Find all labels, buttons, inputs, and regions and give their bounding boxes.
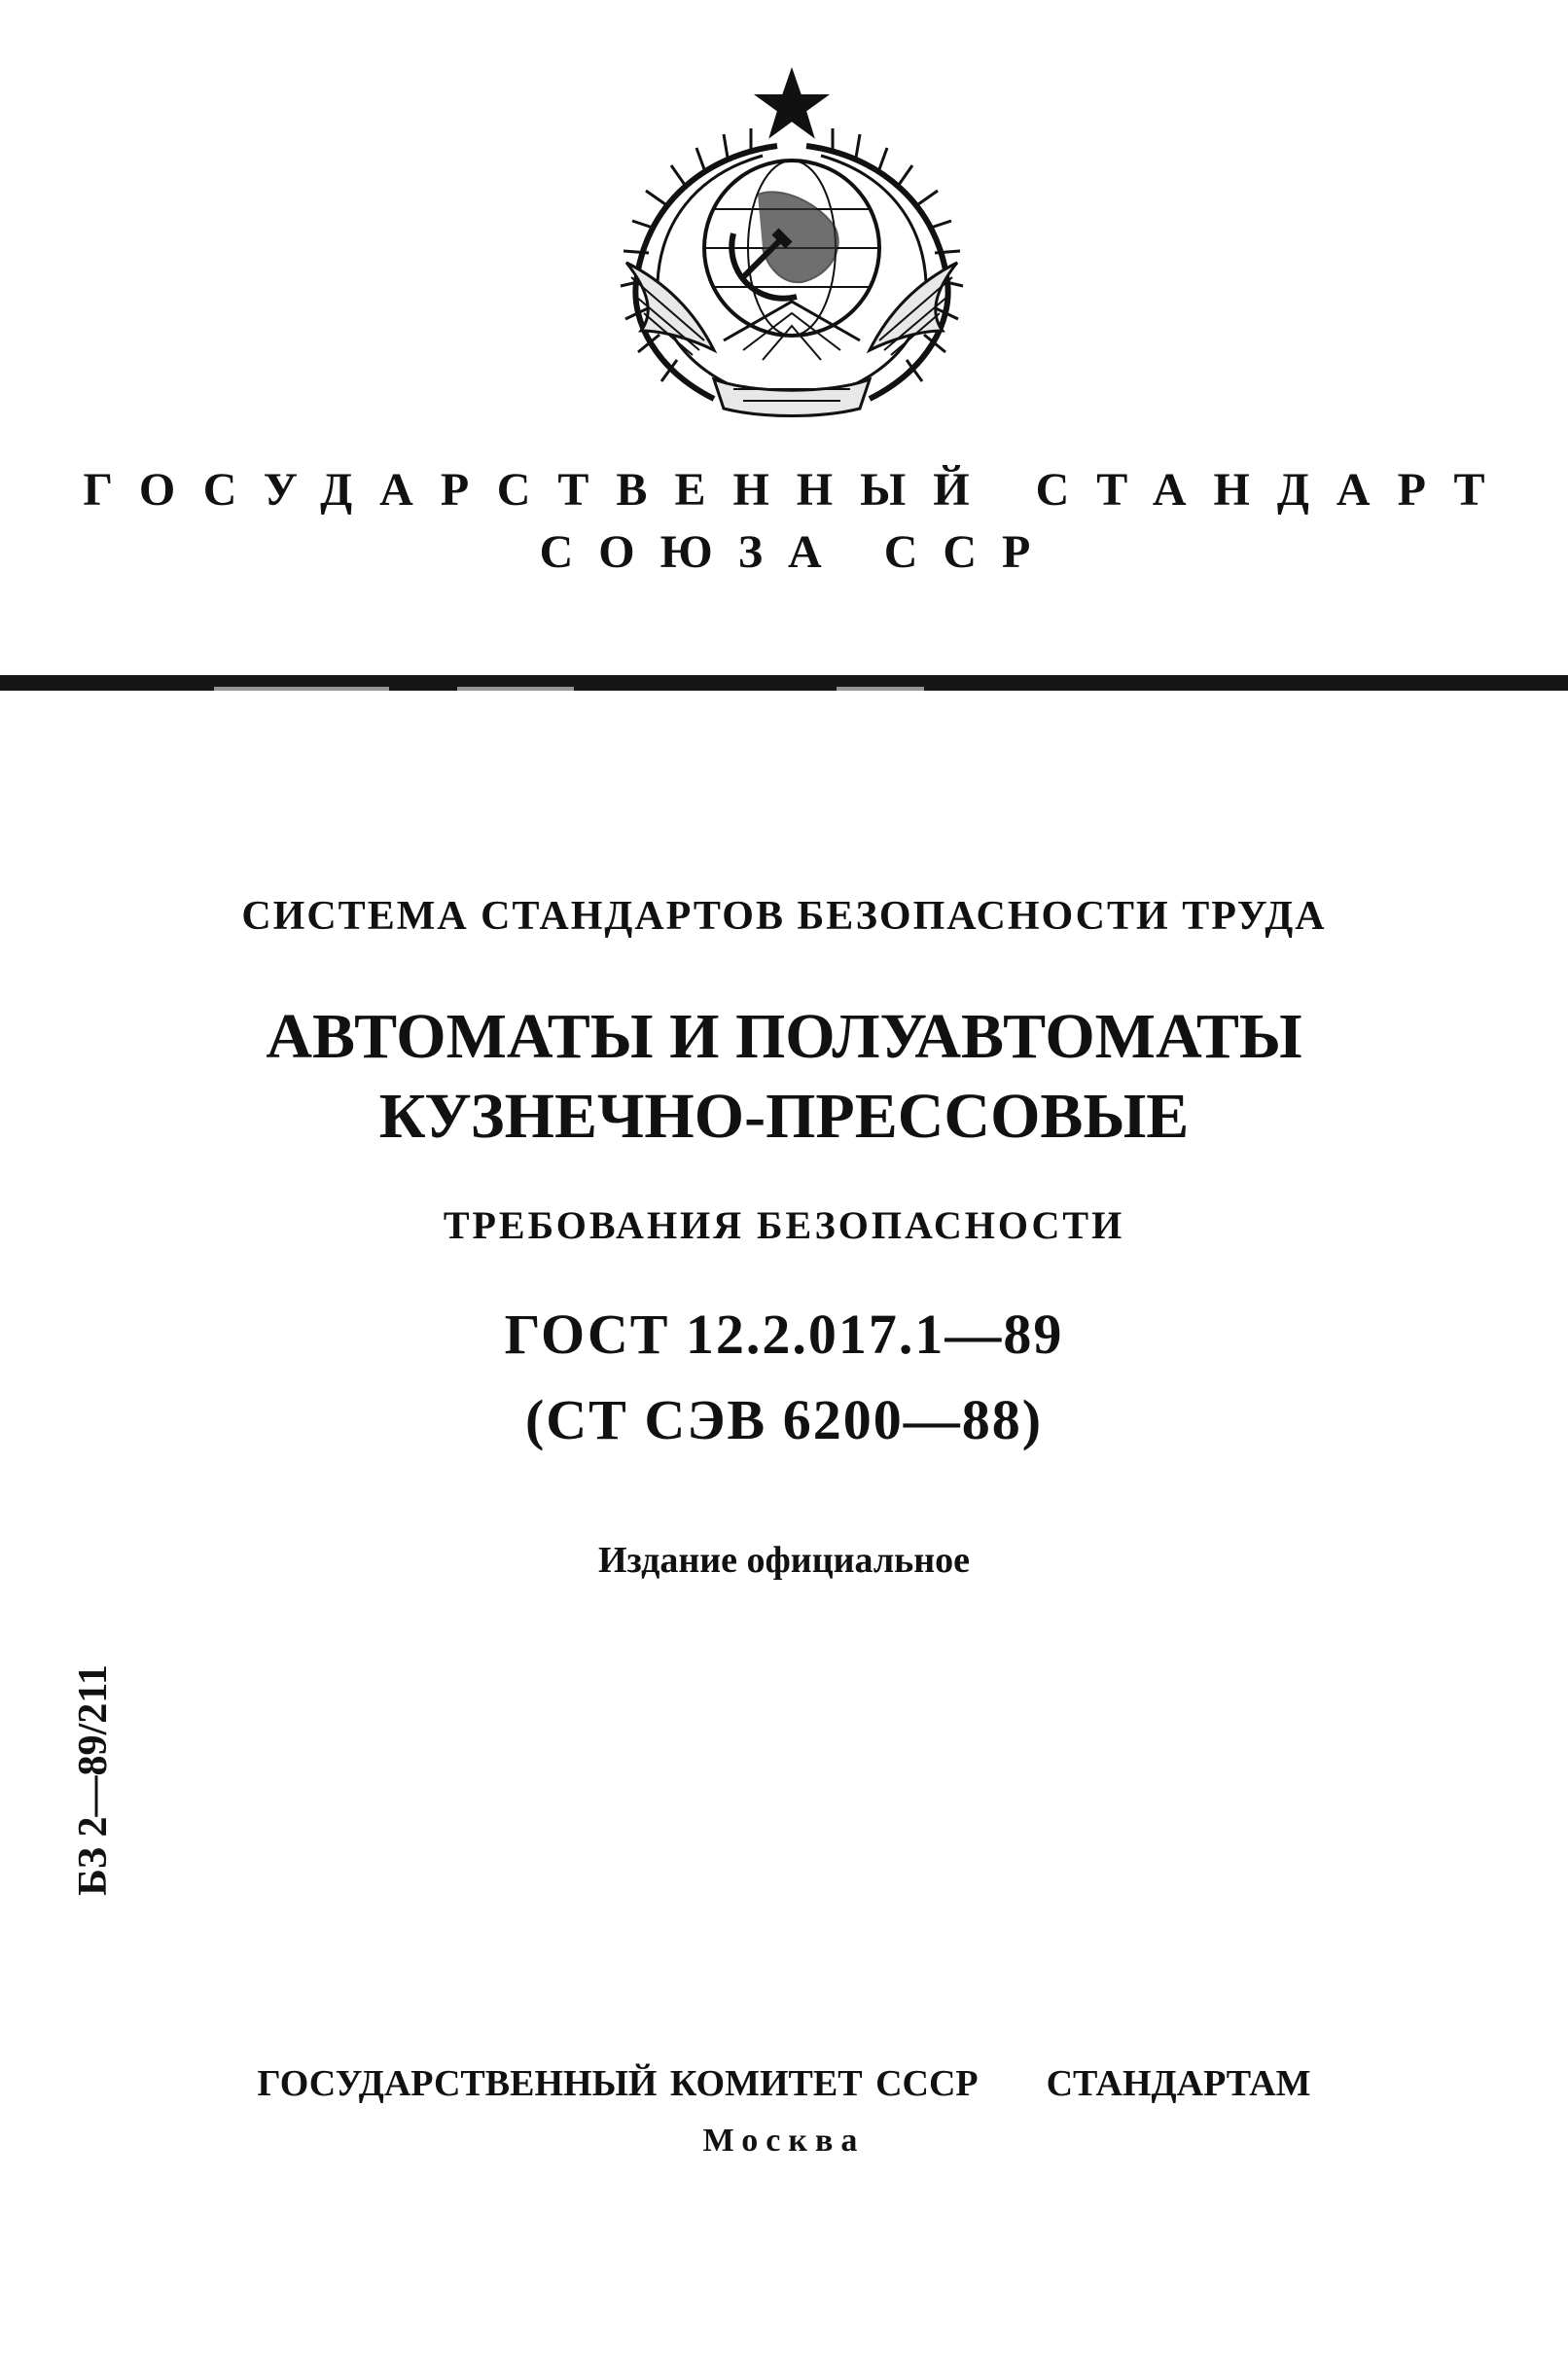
side-note-text: БЗ 2—89/211 xyxy=(71,1664,116,1896)
divider-texture xyxy=(837,687,924,691)
standard-number: ГОСТ 12.2.017.1—89 xyxy=(504,1303,1064,1366)
publisher xyxy=(0,2062,1568,2105)
standards-series: СИСТЕМА СТАНДАРТОВ БЕЗОПАСНОСТИ ТРУДА xyxy=(241,894,1327,939)
divider-texture xyxy=(214,687,389,691)
header-title-line2: СОЮЗА ССР xyxy=(539,526,1056,578)
star-icon xyxy=(757,70,827,136)
document-title-line1: АВТОМАТЫ И ПОЛУАВТОМАТЫ xyxy=(266,1001,1302,1072)
publisher-city: Москва xyxy=(702,2123,866,2159)
edition-label: Издание официальное xyxy=(597,1540,970,1581)
state-emblem-seal xyxy=(588,58,996,428)
comecon-standard-number: (СТ СЭВ 6200—88) xyxy=(524,1388,1044,1451)
document-title-line2: КУЗНЕЧНО-ПРЕССОВЫЕ xyxy=(378,1081,1190,1152)
publisher-name-part2: СТАНДАРТАМ xyxy=(1046,2063,1311,2104)
divider-texture xyxy=(457,687,574,691)
document-subtitle: ТРЕБОВАНИЯ БЕЗОПАСНОСТИ xyxy=(443,1203,1125,1247)
header-title-line1: ГОСУДАРСТВЕННЫЙ СТАНДАРТ xyxy=(83,464,1513,516)
publisher-name-part1: ГОСУДАРСТВЕННЫЙ КОМИТЕТ СССР xyxy=(257,2063,979,2104)
